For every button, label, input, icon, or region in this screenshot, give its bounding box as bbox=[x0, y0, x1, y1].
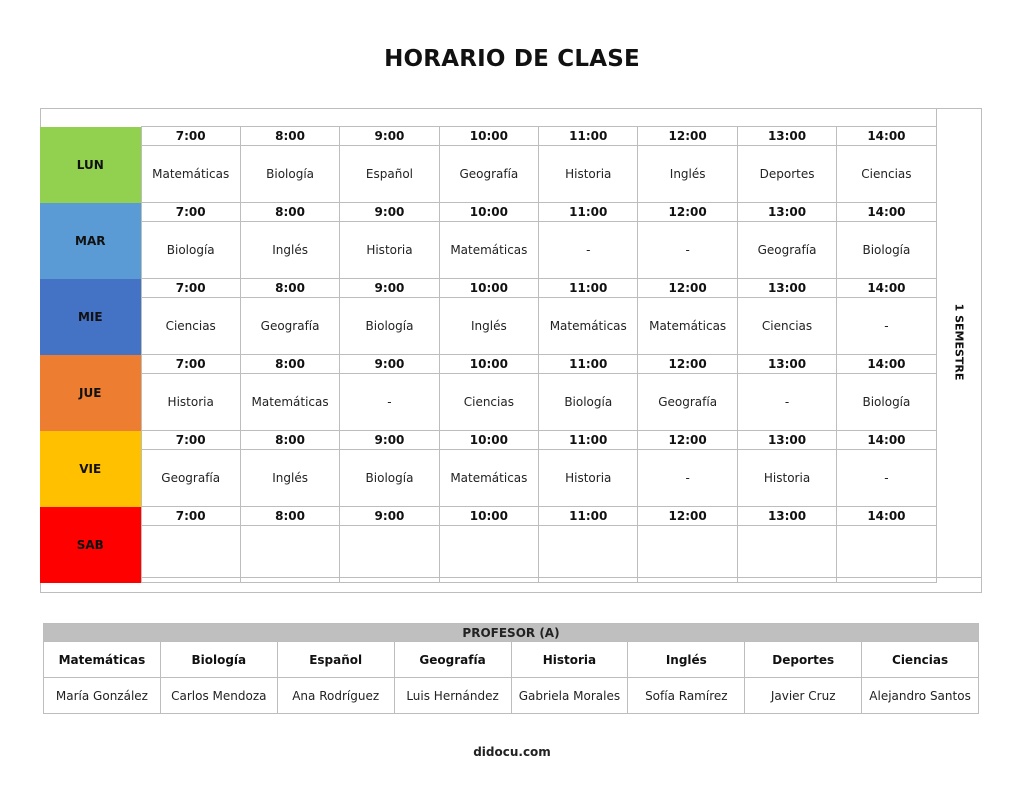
time-cell: 12:00 bbox=[638, 355, 737, 374]
teacher-subject-cell: Geografía bbox=[394, 642, 511, 678]
teacher-name-cell: Javier Cruz bbox=[745, 678, 862, 714]
subject-cell: Matemáticas bbox=[638, 298, 737, 355]
subject-cell: Historia bbox=[141, 374, 240, 431]
time-cell: 13:00 bbox=[737, 279, 836, 298]
time-cell: 9:00 bbox=[340, 203, 439, 222]
time-cell: 14:00 bbox=[837, 431, 936, 450]
time-cell: 7:00 bbox=[141, 127, 240, 146]
time-cell: 10:00 bbox=[439, 507, 538, 526]
subject-cell: Inglés bbox=[439, 298, 538, 355]
time-cell: 11:00 bbox=[539, 127, 638, 146]
time-row bbox=[40, 203, 936, 222]
teacher-table-header: PROFESOR (A) bbox=[44, 624, 979, 642]
subject-cell: Geografía bbox=[638, 374, 737, 431]
subject-cell: - bbox=[737, 374, 836, 431]
subject-row bbox=[40, 526, 936, 583]
teacher-name-row bbox=[44, 678, 979, 714]
time-row bbox=[40, 431, 936, 450]
teacher-subject-cell: Deportes bbox=[745, 642, 862, 678]
time-cell: 10:00 bbox=[439, 279, 538, 298]
teacher-subject-cell: Ciencias bbox=[862, 642, 979, 678]
time-cell: 13:00 bbox=[737, 507, 836, 526]
time-cell: 10:00 bbox=[439, 127, 538, 146]
teacher-name-cell: Gabriela Morales bbox=[511, 678, 628, 714]
time-cell: 14:00 bbox=[837, 203, 936, 222]
time-cell: 8:00 bbox=[240, 355, 339, 374]
subject-cell: Matemáticas bbox=[240, 374, 339, 431]
time-cell: 9:00 bbox=[340, 431, 439, 450]
subject-cell: - bbox=[340, 374, 439, 431]
subject-cell: Matemáticas bbox=[439, 450, 538, 507]
subject-row bbox=[40, 374, 936, 431]
time-cell: 14:00 bbox=[837, 355, 936, 374]
subject-cell bbox=[638, 526, 737, 583]
teacher-subject-cell: Matemáticas bbox=[44, 642, 161, 678]
time-cell: 14:00 bbox=[837, 507, 936, 526]
subject-cell: Inglés bbox=[638, 146, 737, 203]
subject-cell: Biología bbox=[141, 222, 240, 279]
subject-cell bbox=[539, 526, 638, 583]
schedule-table bbox=[40, 126, 937, 583]
subject-cell: - bbox=[638, 222, 737, 279]
subject-cell bbox=[240, 526, 339, 583]
subject-cell: Geografía bbox=[439, 146, 538, 203]
teacher-subject-cell: Biología bbox=[160, 642, 277, 678]
time-cell: 13:00 bbox=[737, 203, 836, 222]
teacher-name-cell: Sofía Ramírez bbox=[628, 678, 745, 714]
time-cell: 11:00 bbox=[539, 355, 638, 374]
subject-cell: - bbox=[539, 222, 638, 279]
teacher-subject-row bbox=[44, 642, 979, 678]
time-cell: 8:00 bbox=[240, 507, 339, 526]
time-cell: 11:00 bbox=[539, 507, 638, 526]
time-cell: 7:00 bbox=[141, 279, 240, 298]
day-label: MIE bbox=[40, 279, 141, 355]
subject-cell: Ciencias bbox=[439, 374, 538, 431]
subject-cell: Biología bbox=[837, 374, 936, 431]
subject-cell bbox=[141, 526, 240, 583]
subject-cell: - bbox=[638, 450, 737, 507]
semester-label: 1 SEMESTRE bbox=[952, 303, 966, 381]
time-cell: 7:00 bbox=[141, 203, 240, 222]
day-label: MAR bbox=[40, 203, 141, 279]
time-cell: 11:00 bbox=[539, 203, 638, 222]
teacher-subject-cell: Inglés bbox=[628, 642, 745, 678]
time-cell: 7:00 bbox=[141, 507, 240, 526]
teacher-name-cell: Ana Rodríguez bbox=[277, 678, 394, 714]
time-cell: 10:00 bbox=[439, 203, 538, 222]
subject-row bbox=[40, 146, 936, 203]
day-label: LUN bbox=[40, 127, 141, 203]
subject-cell: Matemáticas bbox=[539, 298, 638, 355]
subject-cell: Historia bbox=[340, 222, 439, 279]
time-cell: 9:00 bbox=[340, 355, 439, 374]
teacher-subject-cell: Historia bbox=[511, 642, 628, 678]
time-cell: 12:00 bbox=[638, 127, 737, 146]
time-cell: 7:00 bbox=[141, 355, 240, 374]
subject-cell: Biología bbox=[539, 374, 638, 431]
time-row bbox=[40, 127, 936, 146]
subject-cell: Biología bbox=[340, 298, 439, 355]
teacher-name-cell: Luis Hernández bbox=[394, 678, 511, 714]
subject-cell: Inglés bbox=[240, 450, 339, 507]
footer-source: didocu.com bbox=[473, 745, 551, 759]
subject-cell: Geografía bbox=[240, 298, 339, 355]
teacher-name-cell: Alejandro Santos bbox=[862, 678, 979, 714]
teacher-subject-cell: Español bbox=[277, 642, 394, 678]
subject-cell: Inglés bbox=[240, 222, 339, 279]
time-cell: 14:00 bbox=[837, 127, 936, 146]
subject-cell bbox=[340, 526, 439, 583]
time-cell: 8:00 bbox=[240, 203, 339, 222]
day-label: SAB bbox=[40, 507, 141, 583]
subject-cell bbox=[737, 526, 836, 583]
time-cell: 12:00 bbox=[638, 203, 737, 222]
subject-cell: Deportes bbox=[737, 146, 836, 203]
page-title: HORARIO DE CLASE bbox=[384, 46, 640, 72]
subject-cell: Biología bbox=[340, 450, 439, 507]
subject-cell: Historia bbox=[539, 146, 638, 203]
time-cell: 7:00 bbox=[141, 431, 240, 450]
teacher-name-cell: Carlos Mendoza bbox=[160, 678, 277, 714]
time-cell: 8:00 bbox=[240, 431, 339, 450]
subject-row bbox=[40, 450, 936, 507]
day-label: JUE bbox=[40, 355, 141, 431]
time-cell: 10:00 bbox=[439, 355, 538, 374]
subject-cell: Historia bbox=[539, 450, 638, 507]
time-cell: 10:00 bbox=[439, 431, 538, 450]
subject-cell: Ciencias bbox=[837, 146, 936, 203]
time-cell: 11:00 bbox=[539, 279, 638, 298]
time-cell: 13:00 bbox=[737, 355, 836, 374]
teacher-table bbox=[43, 623, 979, 714]
subject-cell: Geografía bbox=[737, 222, 836, 279]
time-cell: 8:00 bbox=[240, 127, 339, 146]
subject-cell bbox=[439, 526, 538, 583]
subject-cell: Matemáticas bbox=[439, 222, 538, 279]
subject-cell: Ciencias bbox=[141, 298, 240, 355]
time-row bbox=[40, 279, 936, 298]
teacher-name-cell: María González bbox=[44, 678, 161, 714]
time-cell: 11:00 bbox=[539, 431, 638, 450]
subject-cell bbox=[837, 526, 936, 583]
time-cell: 13:00 bbox=[737, 127, 836, 146]
subject-cell: - bbox=[837, 298, 936, 355]
subject-cell: Geografía bbox=[141, 450, 240, 507]
time-cell: 9:00 bbox=[340, 279, 439, 298]
time-cell: 14:00 bbox=[837, 279, 936, 298]
time-cell: 12:00 bbox=[638, 279, 737, 298]
subject-row bbox=[40, 222, 936, 279]
time-cell: 9:00 bbox=[340, 507, 439, 526]
subject-row bbox=[40, 298, 936, 355]
subject-cell: Historia bbox=[737, 450, 836, 507]
time-row bbox=[40, 507, 936, 526]
time-row bbox=[40, 355, 936, 374]
time-cell: 12:00 bbox=[638, 507, 737, 526]
subject-cell: Biología bbox=[837, 222, 936, 279]
time-cell: 12:00 bbox=[638, 431, 737, 450]
subject-cell: Español bbox=[340, 146, 439, 203]
time-cell: 9:00 bbox=[340, 127, 439, 146]
time-cell: 13:00 bbox=[737, 431, 836, 450]
day-label: VIE bbox=[40, 431, 141, 507]
subject-cell: Matemáticas bbox=[141, 146, 240, 203]
subject-cell: Ciencias bbox=[737, 298, 836, 355]
subject-cell: - bbox=[837, 450, 936, 507]
time-cell: 8:00 bbox=[240, 279, 339, 298]
subject-cell: Biología bbox=[240, 146, 339, 203]
